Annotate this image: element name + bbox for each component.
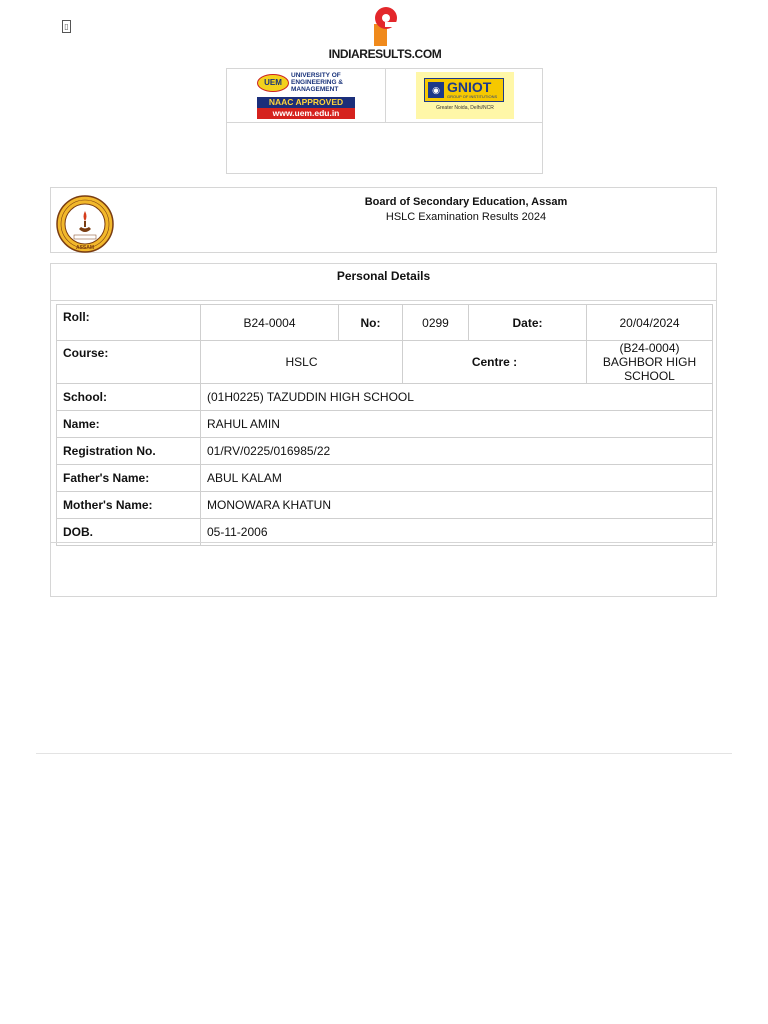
ad-divider <box>385 69 386 122</box>
uem-ad[interactable] <box>257 72 355 119</box>
site-logo[interactable] <box>326 6 444 60</box>
father-name-label: Father's Name: <box>57 465 201 492</box>
gniot-sub: GROUP OF INSTITUTIONS <box>447 94 498 99</box>
gniot-name: GNIOT <box>447 79 492 95</box>
father-name-value: ABUL KALAM <box>201 465 713 492</box>
table-row <box>57 305 713 341</box>
dob-label: DOB. <box>57 519 201 546</box>
table-row <box>57 341 713 384</box>
personal-details-table <box>56 304 713 546</box>
board-seal-icon <box>55 195 115 253</box>
table-row <box>57 492 713 519</box>
board-subtitle: HSLC Examination Results 2024 <box>385 211 547 223</box>
centre-label: Centre : <box>403 341 587 384</box>
table-row <box>57 411 713 438</box>
date-label: Date: <box>469 305 587 341</box>
seal-bottom-text: ASSAM <box>75 245 95 251</box>
course-value: HSLC <box>201 341 403 384</box>
table-row <box>57 384 713 411</box>
ad-banner <box>226 68 543 174</box>
uem-name: UNIVERSITY OF ENGINEERING & MANAGEMENT <box>291 72 344 93</box>
divider <box>36 753 732 754</box>
board-header <box>50 187 717 253</box>
board-title: Board of Secondary Education, Assam <box>364 196 568 208</box>
gniot-location: Greater Noida, Delhi/NCR <box>436 105 494 111</box>
centre-value: (B24-0004) BAGHBOR HIGH SCHOOL <box>587 341 713 384</box>
no-value: 0299 <box>403 305 469 341</box>
registration-value: 01/RV/0225/016985/22 <box>201 438 713 465</box>
gniot-logo <box>424 78 504 102</box>
name-value: RAHUL AMIN <box>201 411 713 438</box>
broken-image-icon: ▯ <box>62 20 71 33</box>
roll-label: Roll: <box>57 305 201 341</box>
uem-naac: NAAC APPROVED <box>257 97 355 108</box>
gniot-ad[interactable] <box>416 72 514 119</box>
indiaresults-logo-icon <box>370 6 400 48</box>
dob-value: 05-11-2006 <box>201 519 713 546</box>
school-value: (01H0225) TAZUDDIN HIGH SCHOOL <box>201 384 713 411</box>
school-label: School: <box>57 384 201 411</box>
table-row <box>57 465 713 492</box>
uem-header <box>257 72 355 96</box>
uem-url: www.uem.edu.in <box>257 108 355 119</box>
table-row <box>57 438 713 465</box>
name-label: Name: <box>57 411 201 438</box>
mother-name-label: Mother's Name: <box>57 492 201 519</box>
date-value: 20/04/2024 <box>587 305 713 341</box>
roll-value: B24-0004 <box>201 305 339 341</box>
gniot-mark-icon: ◉ <box>428 82 444 98</box>
mother-name-value: MONOWARA KHATUN <box>201 492 713 519</box>
ad-row <box>227 69 542 123</box>
registration-label: Registration No. <box>57 438 201 465</box>
site-logo-text: INDIARESULTS.COM <box>328 47 442 61</box>
uem-badge: UEM <box>257 74 289 92</box>
no-label: No: <box>339 305 403 341</box>
personal-details-heading: Personal Details <box>51 264 716 301</box>
course-label: Course: <box>57 341 201 384</box>
details-footer <box>51 542 716 543</box>
personal-details-panel <box>50 263 717 597</box>
